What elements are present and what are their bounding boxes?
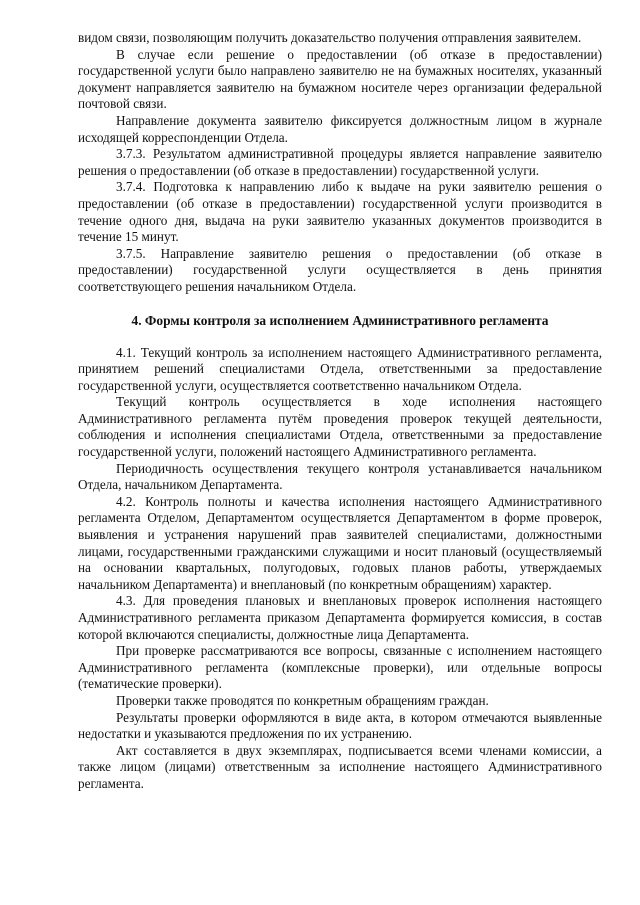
paragraph-4-1: 4.1. Текущий контроль за исполнением настоящего Административного регламента, принятием решений специалистами Отдела, ответственными за предоставление государственной услуги, осуществляется соответственно начальником Отдела. bbox=[78, 344, 602, 393]
paragraph-continuation: видом связи, позволяющим получить доказательство получения отправления заявителем. bbox=[78, 30, 582, 45]
section-heading: 4. Формы контроля за исполнением Административного регламента bbox=[131, 312, 549, 328]
paragraph-3-7-4: 3.7.4. Подготовка к направлению либо к выдаче на руки заявителю решения о предоставлении (об отказе в предоставлении) государственной услуги производится в течение одного дня, выдача на руки заявителю указанных документов производится в течение 15 минут. bbox=[78, 179, 602, 245]
paragraph-3-7-3: 3.7.3. Результатом административной процедуры является направление заявителю решения о предоставлении (об отказе в предоставлении) государственной услуги. bbox=[78, 146, 602, 178]
paragraph-3-7-5: 3.7.5. Направление заявителю решения о предоставлении (об отказе в предоставлении) государственной услуги осуществляется в день принятия соответствующего решения начальником Отдела. bbox=[78, 245, 602, 294]
paragraph-current-control: Текущий контроль осуществляется в ходе исполнения настоящего Административного регламента путём проведения проверок текущей деятельности, соблюдения и исполнения специалистами Отдела, ответственными за предоставление государственной услуги, положений настоящего Административного регламента. bbox=[78, 394, 602, 460]
paragraph-journal-registration: Направление документа заявителю фиксируется должностным лицом в журнале исходящей корреспонденции Отдела. bbox=[78, 112, 602, 145]
paragraph-citizen-requests: Проверки также проводятся по конкретным обращениям граждан. bbox=[116, 692, 489, 708]
paragraph-4-2: 4.2. Контроль полноты и качества исполнения настоящего Административного регламента Отделом, Департаментом осуществляется Департаментом в форме проверок, выявления и устранения нарушений прав заявителей специалистами, должностными лицами, государственными гражданскими служащими и носит плановый (осуществляемый на основании квартальных, полугодовых, годовых планов работы, утверждаемых начальником Департамента) и внеплановый (по конкретным обращениям) характер. bbox=[78, 493, 602, 592]
paragraph-4-3: 4.3. Для проведения плановых и внеплановых проверок исполнения настоящего Административного регламента приказом Департамента формируется комиссия, в состав которой включаются специалисты, должностные лица Департамента. bbox=[78, 593, 602, 642]
paragraph-inspection-scope: При проверке рассматриваются все вопросы, связанные с исполнением настоящего Административного регламента (комплексные проверки), или отдельные вопросы (тематические проверки). bbox=[78, 643, 602, 692]
paragraph-inspection-results: Результаты проверки оформляются в виде акта, в котором отмечаются выявленные недостатки и указываются предложения по их устранению. bbox=[78, 709, 602, 742]
paragraph-control-frequency: Периодичность осуществления текущего контроля устанавливается начальником Отдела, начальником Департамента. bbox=[78, 460, 602, 493]
paragraph-non-paper-delivery: В случае если решение о предоставлении (об отказе в предоставлении) государственной услуги было направлено заявителю не на бумажных носителях, указанный документ направляется заявителю на бумажном носителе через организации федеральной почтовой связи. bbox=[78, 46, 602, 112]
paragraph-act-signing: Акт составляется в двух экземплярах, подписывается всеми членами комиссии, а также лицом (лицами) ответственным за исполнение настоящего Административного регламента. bbox=[78, 742, 602, 791]
document-page bbox=[78, 30, 602, 793]
